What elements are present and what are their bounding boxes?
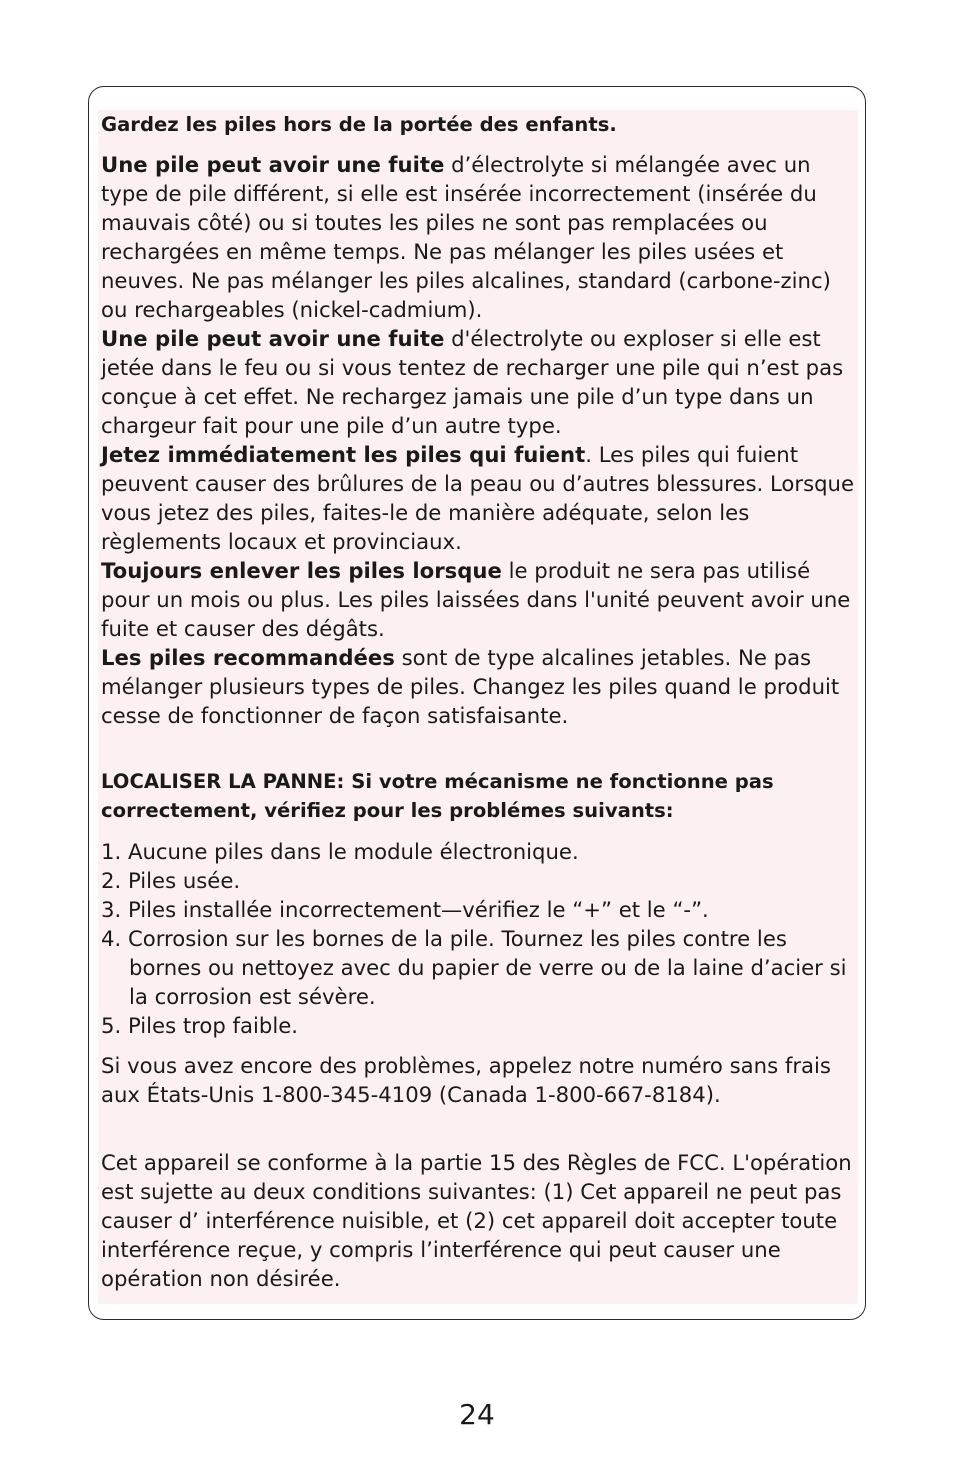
warning-paragraph xyxy=(101,556,857,643)
warning-bold: Toujours enlever les piles lorsque xyxy=(101,558,502,583)
warning-paragraph xyxy=(101,643,857,730)
safety-section xyxy=(101,110,857,139)
safety-heading: Gardez les piles hors de la portée des enfants. xyxy=(101,113,617,136)
fcc-statement: Cet appareil se conforme à la partie 15 des Règles de FCC. L'opération est sujette au deux conditions suivantes: (1) Cet appareil ne peut pas causer d’ interférence nuisible, et (2) cet appareil doit accepter toute interférence reçue, y compris l’interférence qui peut causer une opération non désirée. xyxy=(101,1150,852,1291)
list-item: 4. Corrosion sur les bornes de la pile. Tournez les piles contre les bornes ou nettoyez avec du papier de verre ou de la laine d’acier si la corrosion est sévère. xyxy=(101,926,847,1009)
fcc-block xyxy=(101,1148,857,1293)
list-item: 3. Piles installée incorrectement—vérifiez le “+” et le “-”. xyxy=(101,897,709,922)
troubleshoot-heading: LOCALISER LA PANNE: Si votre mécanisme ne fonctionne pas correctement, vérifiez pour les problémes suivants: xyxy=(101,770,774,822)
troubleshoot-list xyxy=(101,837,857,1040)
list-item: 5. Piles trop faible. xyxy=(101,1013,298,1038)
warning-text: le produit ne sera pas utilisé pour un mois ou plus. Les piles laissées dans l'unité peuvent avoir une fuite et causer des dégâts. xyxy=(101,558,851,641)
troubleshoot-section xyxy=(101,767,857,825)
warning-paragraph xyxy=(101,324,857,440)
warning-bold: Les piles recommandées xyxy=(101,645,395,670)
contact-block xyxy=(101,1051,857,1109)
warning-paragraph xyxy=(101,150,857,324)
warning-bold: Une pile peut avoir une fuite xyxy=(101,326,445,351)
list-item: 2. Piles usée. xyxy=(101,868,241,893)
page-number: 24 xyxy=(459,1398,495,1431)
warning-text: d’électrolyte si mélangée avec un type de pile différent, si elle est insérée incorrectement (insérée du mauvais côté) ou si toutes les piles ne sont pas remplacées ou rechargées en même temps. Ne pas mélanger les piles usées et neuves. Ne pas mélanger les piles alcalines, standard (carbone-zinc) ou rechargeables (nickel-cadmium). xyxy=(101,152,831,322)
safety-warnings xyxy=(101,150,857,730)
warning-text: . Les piles qui fuient peuvent causer des brûlures de la peau ou d’autres blessures. Lorsque vous jetez des piles, faites-le de manière adéquate, selon les règlements locaux et provinciaux. xyxy=(101,442,855,554)
warning-bold: Jetez immédiatement les piles qui fuient xyxy=(101,442,586,467)
warning-bold: Une pile peut avoir une fuite xyxy=(101,152,445,177)
contact-text: Si vous avez encore des problèmes, appelez notre numéro sans frais aux États-Unis 1-800-345-4109 (Canada 1-800-667-8184). xyxy=(101,1053,831,1107)
warning-paragraph xyxy=(101,440,857,556)
troubleshoot-list-block xyxy=(101,837,857,1040)
warning-text: sont de type alcalines jetables. Ne pas mélanger plusieurs types de piles. Changez les piles quand le produit cesse de fonctionner de façon satisfaisante. xyxy=(101,645,840,728)
warning-text: d'électrolyte ou exploser si elle est jetée dans le feu ou si vous tentez de recharger une pile qui n’est pas conçue à cet effet. Ne rechargez jamais une pile d’un type dans un chargeur fait pour une pile d’un autre type. xyxy=(101,326,844,438)
list-item: 1. Aucune piles dans le module électronique. xyxy=(101,839,579,864)
